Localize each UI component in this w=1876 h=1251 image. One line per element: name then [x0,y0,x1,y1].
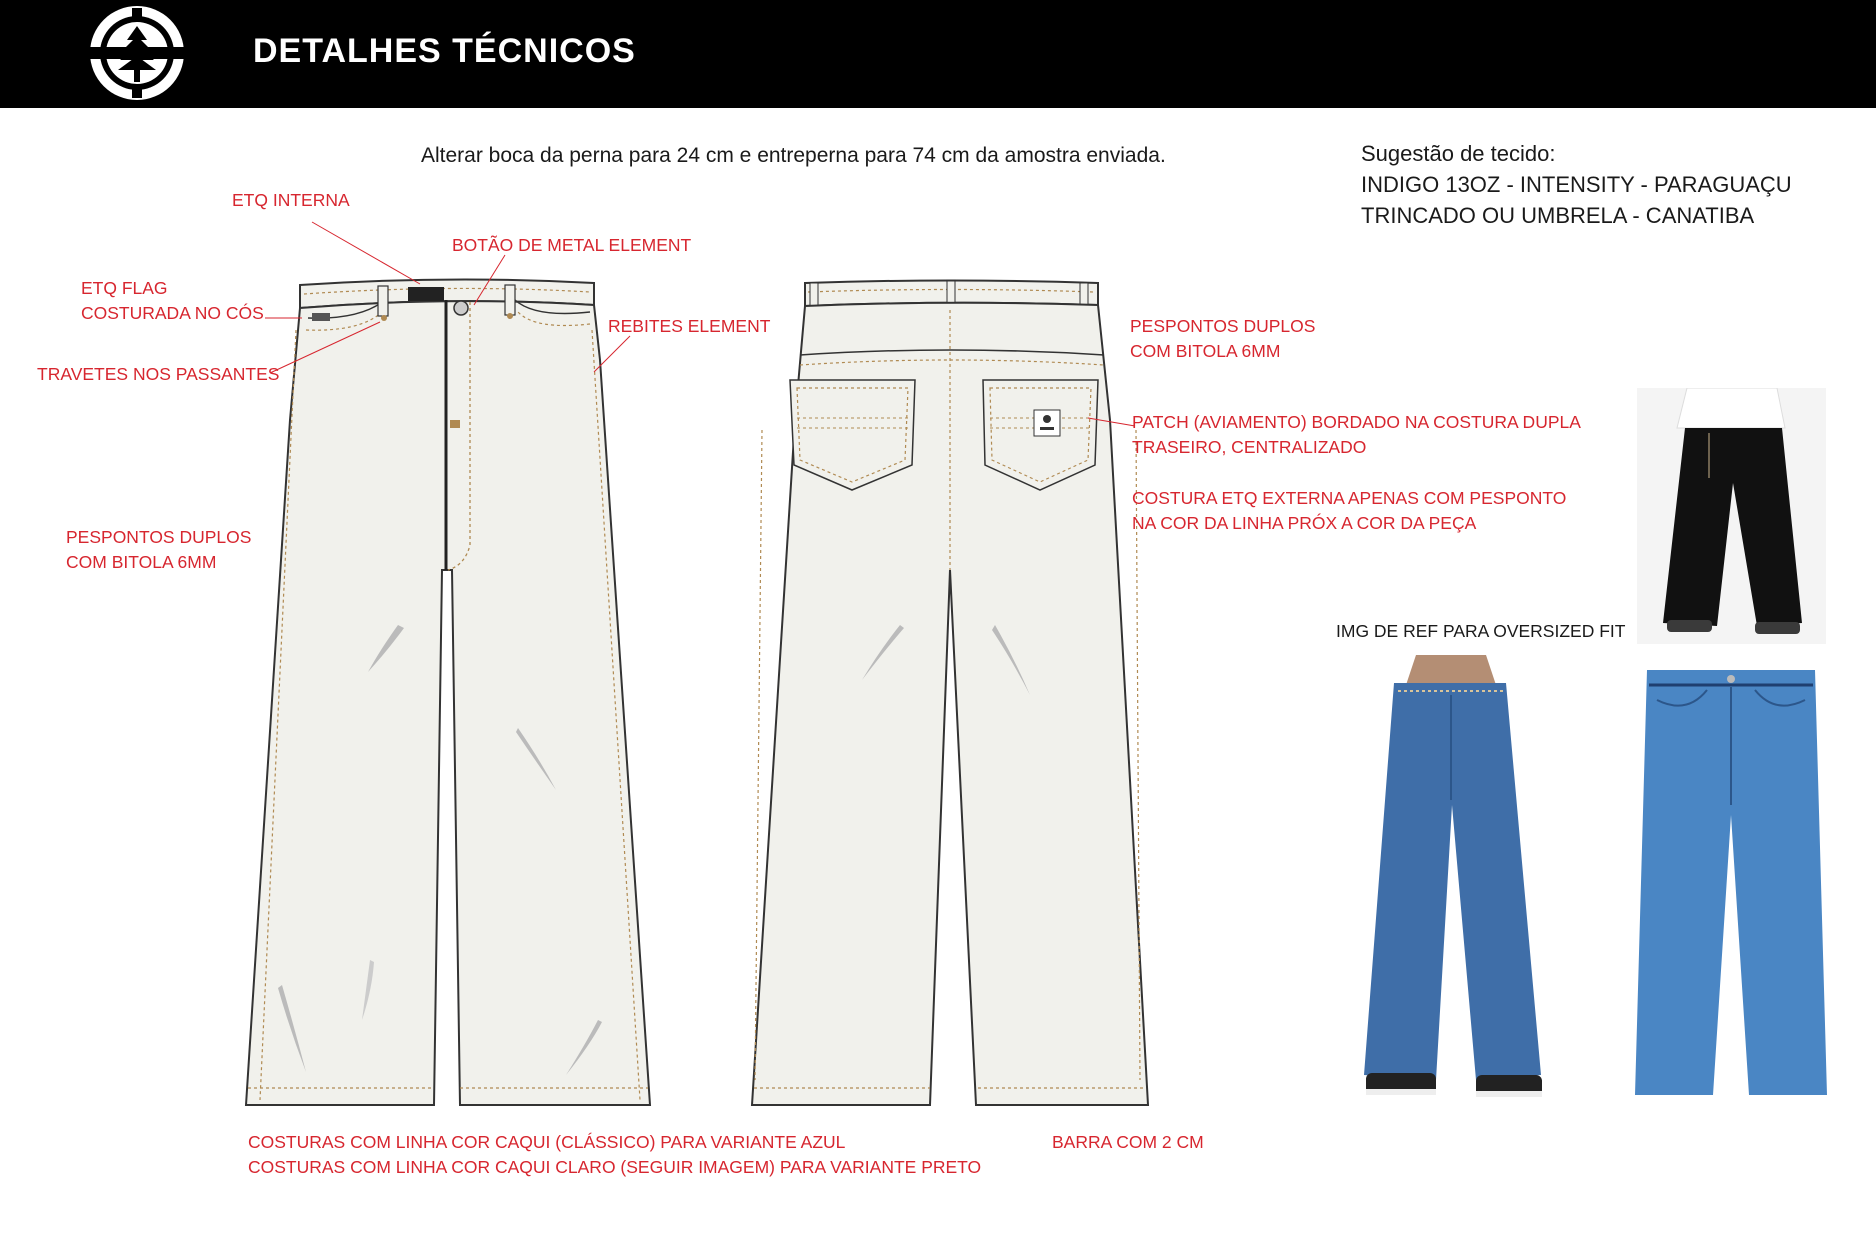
reference-label: IMG DE REF PARA OVERSIZED FIT [1336,621,1626,641]
callout-pespontos-front-line-2: COM BITOLA 6MM [66,552,217,572]
callout-pespontos-front-line-1: PESPONTOS DUPLOS [66,527,252,547]
callout-pespontos-back-line-1: PESPONTOS DUPLOS [1130,316,1316,336]
callout-pespontos-back [1130,314,1315,364]
callout-etq-flag-line-2: COSTURADA NO CÓS [81,303,264,323]
callout-patch [1132,410,1581,460]
callout-rebites: REBITES ELEMENT [608,316,771,336]
callout-costura-etq-line-2: NA COR DA LINHA PRÓX A COR DA PEÇA [1132,513,1477,533]
instruction-note: Alterar boca da perna para 24 cm e entreperna para 74 cm da amostra enviada. [421,144,1166,167]
footer-stitch-notes [248,1130,981,1180]
callout-patch-line-2: TRASEIRO, CENTRALIZADO [1132,437,1367,457]
reference-photo-black-jeans [1637,388,1826,644]
reference-photo-blue-jeans-flat [1627,655,1834,1114]
callout-costura-etq [1132,486,1566,536]
callout-pespontos-back-line-2: COM BITOLA 6MM [1130,341,1281,361]
fabric-line-1: INDIGO 13OZ - INTENSITY - PARAGUAÇU [1361,172,1792,197]
footer-barra: BARRA COM 2 CM [1052,1132,1204,1152]
reference-photo-blue-jeans-front [1336,655,1562,1114]
fabric-heading: Sugestão de tecido: [1361,141,1556,166]
callout-etq-flag-line-1: ETQ FLAG [81,278,168,298]
callout-patch-line-1: PATCH (AVIAMENTO) BORDADO NA COSTURA DUPLA [1132,412,1581,432]
back-view-pants [752,281,1148,1106]
page-title: DETALHES TÉCNICOS [253,32,636,70]
callout-travetes: TRAVETES NOS PASSANTES [37,364,280,384]
callout-etq-flag [81,276,264,326]
callout-etq-interna: ETQ INTERNA [232,190,350,210]
footer-line-1: COSTURAS COM LINHA COR CAQUI (CLÁSSICO) PARA VARIANTE AZUL [248,1132,846,1152]
callout-botao: BOTÃO DE METAL ELEMENT [452,235,692,255]
footer-line-2: COSTURAS COM LINHA COR CAQUI CLARO (SEGUIR IMAGEM) PARA VARIANTE PRETO [248,1157,982,1177]
fabric-line-2: TRINCADO OU UMBRELA - CANATIBA [1361,203,1755,228]
callout-pespontos-front [66,525,251,575]
front-view-pants [246,279,650,1105]
callout-costura-etq-line-1: COSTURA ETQ EXTERNA APENAS COM PESPONTO [1132,488,1567,508]
